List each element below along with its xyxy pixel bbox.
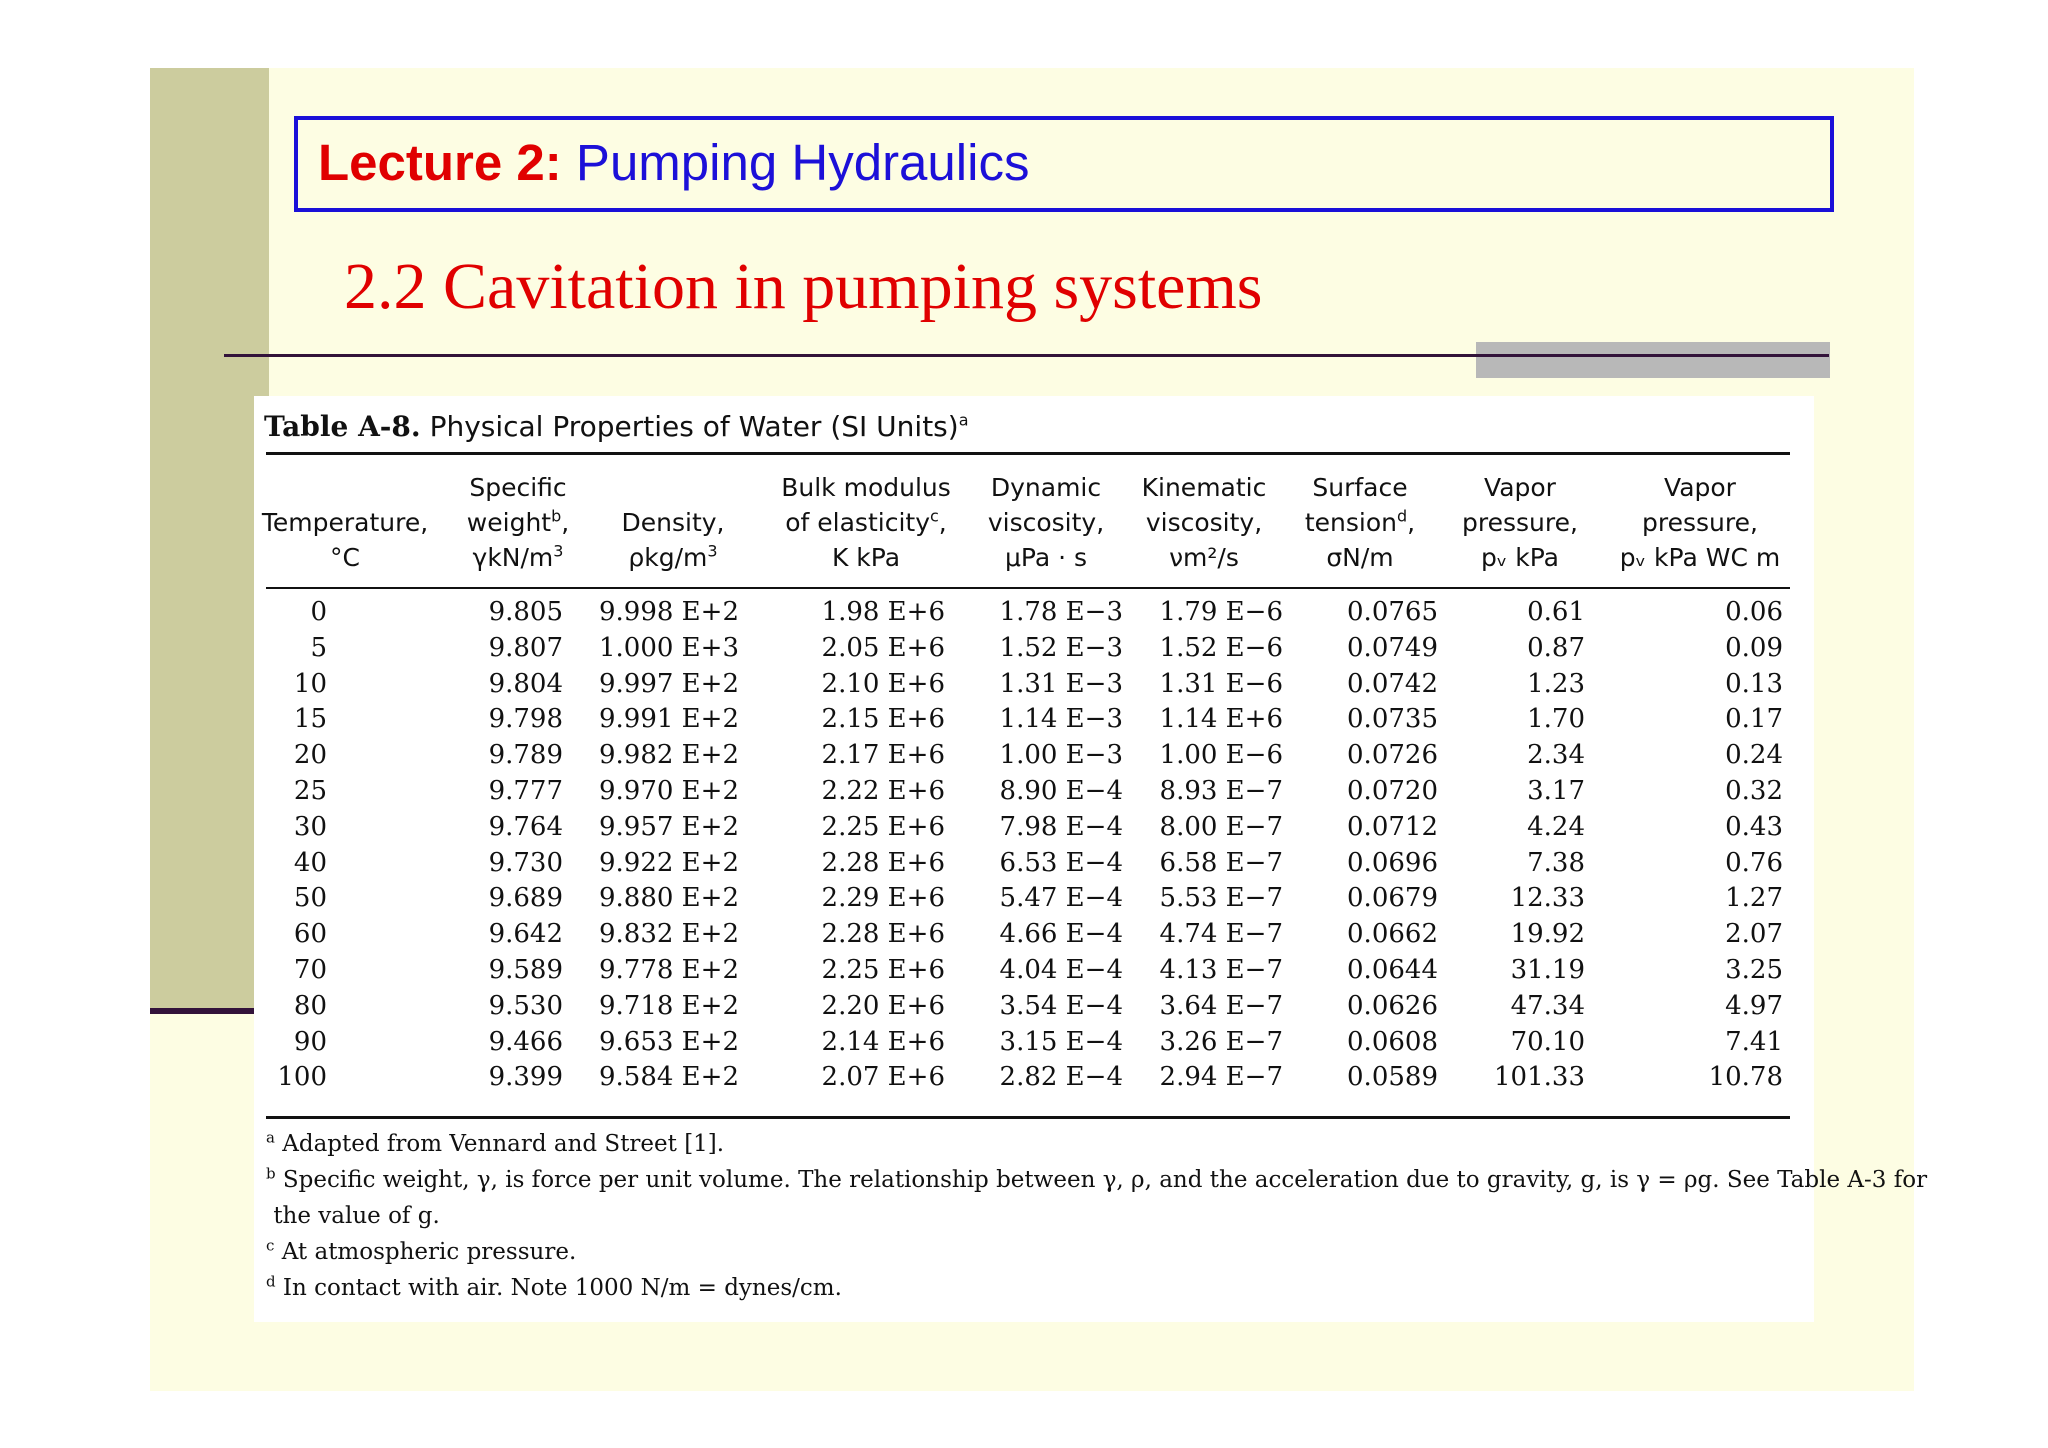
lecture-label: Lecture 2: [318, 134, 562, 191]
column-header-line: tension$^d$, [1304, 506, 1416, 537]
column-header [1590, 470, 1810, 575]
column-header-line: ρkg/$m^3$ [628, 541, 718, 572]
column-header-line [563, 470, 783, 505]
table-cell: 9.880 E+2 [598, 883, 739, 914]
table-caption-text: Physical Properties of Water (SI Units) [429, 410, 959, 443]
table-cell: 2.05 E+6 [821, 632, 945, 663]
lecture-topic: Pumping Hydraulics [575, 134, 1030, 191]
table-row [254, 630, 1814, 666]
footnote-mark: a [266, 1128, 275, 1147]
table-cell: 9.804 [488, 668, 563, 699]
column-header-line: pᵥ kPa [1481, 543, 1559, 572]
table-cell: 9.832 E+2 [598, 919, 739, 950]
table-cell: 0.24 [1725, 740, 1783, 771]
table-caption-number: Table A-8. [264, 410, 421, 443]
footnote [266, 1162, 1928, 1198]
footnote [266, 1234, 1806, 1270]
table-cell: 0.0720 [1347, 776, 1438, 806]
table-cell: 31.19 [1510, 955, 1585, 985]
table-cell: 3.17 [1527, 776, 1585, 806]
table-caption-footnote-mark: a [958, 410, 969, 430]
table-cell: 6.58 E−7 [1159, 847, 1283, 878]
table-cell: 2.25 E+6 [821, 811, 945, 842]
lecture-title [318, 136, 1029, 190]
column-header-line: pressure, [1642, 508, 1758, 537]
table-cell: 9.689 [488, 883, 563, 914]
table-cell: 5 [310, 632, 327, 663]
table-cell: 2.28 E+6 [821, 847, 945, 878]
table-cell: 0.61 [1527, 597, 1585, 627]
table-cell: 25 [293, 776, 327, 806]
table-cell: 10 [293, 668, 327, 699]
table-cell: 4.13 E−7 [1159, 955, 1283, 985]
table-cell: 9.982 E+2 [598, 740, 739, 771]
table-caption [264, 410, 969, 444]
table-cell: 9.998 E+2 [598, 597, 739, 627]
table-cell: 4.66 E−4 [999, 919, 1123, 950]
footnote-mark: c [266, 1236, 275, 1255]
table-row [254, 809, 1814, 845]
table-cell: 19.92 [1510, 919, 1585, 950]
table-cell: 9.584 E+2 [598, 1062, 739, 1093]
footnote-text: In contact with air. Note 1000 N/m = dynes/cm. [282, 1275, 842, 1301]
table-cell: 1.31 E−6 [1159, 668, 1283, 699]
table-cell: 2.07 [1725, 919, 1783, 950]
table-cell: 9.642 [488, 919, 563, 950]
table-header-rule [266, 587, 1790, 589]
table-cell: 15 [293, 704, 327, 735]
section-subtitle: 2.2 Cavitation in pumping systems [344, 250, 1263, 323]
table-cell: 0.76 [1725, 847, 1783, 878]
table-cell: 9.807 [488, 632, 563, 663]
table-cell: 2.10 E+6 [821, 668, 945, 699]
table-cell: 1.14 E−3 [999, 704, 1123, 735]
table-cell: 60 [293, 919, 327, 950]
table-cell: 0.0626 [1347, 990, 1438, 1021]
table-cell: 2.34 [1527, 740, 1585, 771]
table-cell: 7.98 E−4 [999, 811, 1123, 842]
header-footnote-mark: b [551, 506, 562, 526]
table-cell: 0.0765 [1347, 597, 1438, 627]
column-header-line: °C [330, 543, 360, 572]
table-cell: 0.09 [1725, 632, 1783, 663]
column-header-line: weight$^b$, [466, 506, 570, 537]
table-cell: 9.778 E+2 [598, 955, 739, 985]
table-row [254, 952, 1814, 988]
table-cell: 2.07 E+6 [821, 1062, 945, 1093]
table-cell: 6.53 E−4 [999, 847, 1123, 878]
table-cell: 2.94 E−7 [1159, 1062, 1283, 1093]
table-cell: 4.97 [1725, 990, 1783, 1021]
table-cell: 0.0712 [1347, 811, 1438, 842]
table-row [254, 880, 1814, 916]
table-cell: 0.0589 [1347, 1062, 1438, 1093]
column-header-line: pᵥ kPa WC m [1619, 543, 1781, 572]
water-properties-table [254, 396, 1928, 1322]
table-cell: 9.789 [488, 740, 563, 771]
table-cell: 7.38 [1527, 847, 1585, 878]
column-header-line: Surface [1312, 473, 1408, 502]
table-cell: 90 [293, 1026, 327, 1057]
footnote-text: At atmospheric pressure. [281, 1239, 577, 1265]
table-cell: 2.82 E−4 [999, 1062, 1123, 1093]
table-cell: 1.27 [1725, 883, 1783, 914]
table-cell: 0.0735 [1347, 704, 1438, 735]
table-cell: 1.14 E+6 [1159, 704, 1283, 735]
table-cell: 1.78 E−3 [999, 597, 1123, 627]
column-header-line: of elasticity$^c$, [785, 506, 947, 537]
table-cell: 2.29 E+6 [821, 883, 945, 914]
table-cell: 9.970 E+2 [598, 776, 739, 806]
table-cell: 1.79 E−6 [1159, 597, 1283, 627]
table-top-rule [266, 452, 1790, 455]
table-cell: 1.52 E−6 [1159, 632, 1283, 663]
footnote-text: Specific weight, γ, is force per unit volume. The relationship between γ, ρ, and the acceleration due to gravity, g, is γ = ρg. See Table A-3 for [282, 1167, 1928, 1193]
table-cell: 9.764 [488, 811, 563, 842]
table-cell: 9.730 [488, 847, 563, 878]
table-cell: 9.653 E+2 [598, 1026, 739, 1057]
table-cell: 3.25 [1725, 955, 1783, 985]
table-cell: 3.64 E−7 [1159, 990, 1283, 1021]
table-row [254, 845, 1814, 881]
table-cell: 0.0742 [1347, 668, 1438, 699]
column-header-line: Vapor [1484, 473, 1556, 502]
header-footnote-mark: d [1397, 506, 1408, 526]
footnote [266, 1126, 1806, 1162]
table-row [254, 1059, 1814, 1095]
table-cell: 0.0679 [1347, 883, 1438, 914]
table-cell: 70.10 [1510, 1026, 1585, 1057]
table-cell: 0.0696 [1347, 847, 1438, 878]
table-cell: 4.74 E−7 [1159, 919, 1283, 950]
table-cell: 2.28 E+6 [821, 919, 945, 950]
table-row [254, 594, 1814, 630]
header-unit-exponent: 3 [553, 541, 564, 561]
table-cell: 30 [293, 811, 327, 842]
table-cell: 9.991 E+2 [598, 704, 739, 735]
table-cell: 3.54 E−4 [999, 990, 1123, 1021]
table-cell: 0.0608 [1347, 1026, 1438, 1057]
table-cell: 0.32 [1725, 776, 1783, 806]
footnote-text: the value of g. [273, 1203, 440, 1229]
table-cell: 50 [293, 883, 327, 914]
column-header-line: νm²/s [1169, 543, 1239, 572]
table-cell: 9.777 [488, 776, 563, 806]
table-cell: 100 [277, 1062, 327, 1093]
table-cell: 1.31 E−3 [999, 668, 1123, 699]
table-row [254, 988, 1814, 1024]
table-cell: 9.466 [488, 1026, 563, 1057]
table-cell: 20 [293, 740, 327, 771]
table-cell: 2.14 E+6 [821, 1026, 945, 1057]
column-header-line: viscosity, [987, 508, 1105, 537]
footnote-mark: b [266, 1164, 276, 1183]
table-cell: 3.15 E−4 [999, 1026, 1123, 1057]
column-header-line: Vapor [1664, 473, 1736, 502]
table-cell: 3.26 E−7 [1159, 1026, 1283, 1057]
column-header-line: viscosity, [1145, 508, 1263, 537]
table-cell: 47.34 [1510, 990, 1585, 1021]
footnote-mark: d [266, 1272, 276, 1291]
table-cell: 101.33 [1494, 1062, 1585, 1093]
table-cell: 9.997 E+2 [598, 668, 739, 699]
table-row [254, 773, 1814, 809]
table-cell: 12.33 [1510, 883, 1585, 914]
column-header-line: K kPa [831, 543, 901, 572]
table-cell: 9.798 [488, 704, 563, 735]
footnote-text: Adapted from Vennard and Street [1]. [282, 1131, 725, 1157]
table-cell: 0.17 [1725, 704, 1783, 735]
column-header-line: μPa · s [1004, 543, 1088, 572]
table-cell: 9.530 [488, 990, 563, 1021]
table-cell: 1.23 [1527, 668, 1585, 699]
table-cell: 9.922 E+2 [598, 847, 739, 878]
table-cell: 9.399 [488, 1062, 563, 1093]
table-cell: 1.52 E−3 [999, 632, 1123, 663]
table-row [254, 1024, 1814, 1060]
table-cell: 0.0644 [1347, 955, 1438, 985]
table-cell: 1.00 E−3 [999, 740, 1123, 771]
table-cell: 2.15 E+6 [821, 704, 945, 735]
table-cell: 9.718 E+2 [598, 990, 739, 1021]
title-rule [224, 354, 1829, 357]
table-cell: 1.70 [1527, 704, 1585, 735]
column-header [563, 470, 783, 575]
header-unit-exponent: 3 [707, 541, 718, 561]
title-rule-accent [1476, 342, 1830, 378]
table-cell: 80 [293, 990, 327, 1021]
table-row [254, 666, 1814, 702]
table-cell: 9.805 [488, 597, 563, 627]
table-cell: 4.24 [1527, 811, 1585, 842]
table-cell: 5.47 E−4 [999, 883, 1123, 914]
column-header-line: γkN/$m^3$ [472, 541, 564, 572]
table-footnotes [266, 1126, 1928, 1306]
column-header-line: Specific [469, 473, 567, 502]
table-cell: 1.000 E+3 [598, 632, 739, 663]
column-header-line: σN/m [1326, 543, 1394, 572]
column-header-line: Dynamic [990, 473, 1102, 502]
column-header-line: Bulk modulus [781, 473, 951, 502]
header-footnote-mark: c [930, 506, 939, 526]
table-cell: 2.20 E+6 [821, 990, 945, 1021]
table-cell: 0.06 [1725, 597, 1783, 627]
table-cell: 10.78 [1708, 1062, 1783, 1093]
table-cell: 8.00 E−7 [1159, 811, 1283, 842]
table-cell: 4.04 E−4 [999, 955, 1123, 985]
table-row [254, 737, 1814, 773]
lecture-title-box [294, 116, 1834, 212]
column-header-line: Kinematic [1141, 473, 1267, 502]
table-cell: 2.22 E+6 [821, 776, 945, 806]
table-cell: 5.53 E−7 [1159, 883, 1283, 914]
column-header-line: Temperature, [261, 508, 429, 537]
table-cell: 0.43 [1725, 811, 1783, 842]
footnote [266, 1198, 1806, 1234]
sidebar-divider [150, 1008, 255, 1014]
table-cell: 8.90 E−4 [999, 776, 1123, 806]
column-header-line: Density, [621, 508, 725, 537]
table-cell: 0.0749 [1347, 632, 1438, 663]
table-cell: 2.17 E+6 [821, 740, 945, 771]
table-row [254, 701, 1814, 737]
table-cell: 70 [293, 955, 327, 985]
table-row [254, 916, 1814, 952]
table-cell: 0.0662 [1347, 919, 1438, 950]
column-header-line: pressure, [1462, 508, 1578, 537]
table-cell: 7.41 [1725, 1026, 1783, 1057]
table-cell: 0 [310, 597, 327, 627]
table-cell: 0.87 [1527, 632, 1585, 663]
table-cell: 8.93 E−7 [1159, 776, 1283, 806]
table-cell: 40 [293, 847, 327, 878]
table-cell: 9.589 [488, 955, 563, 985]
footnote [266, 1270, 1806, 1306]
table-bottom-rule [266, 1116, 1790, 1119]
table-cell: 2.25 E+6 [821, 955, 945, 985]
table-cell: 9.957 E+2 [598, 811, 739, 842]
table-cell: 1.98 E+6 [821, 597, 945, 627]
table-cell: 0.0726 [1347, 740, 1438, 771]
table-cell: 0.13 [1725, 668, 1783, 699]
table-cell: 1.00 E−6 [1159, 740, 1283, 771]
